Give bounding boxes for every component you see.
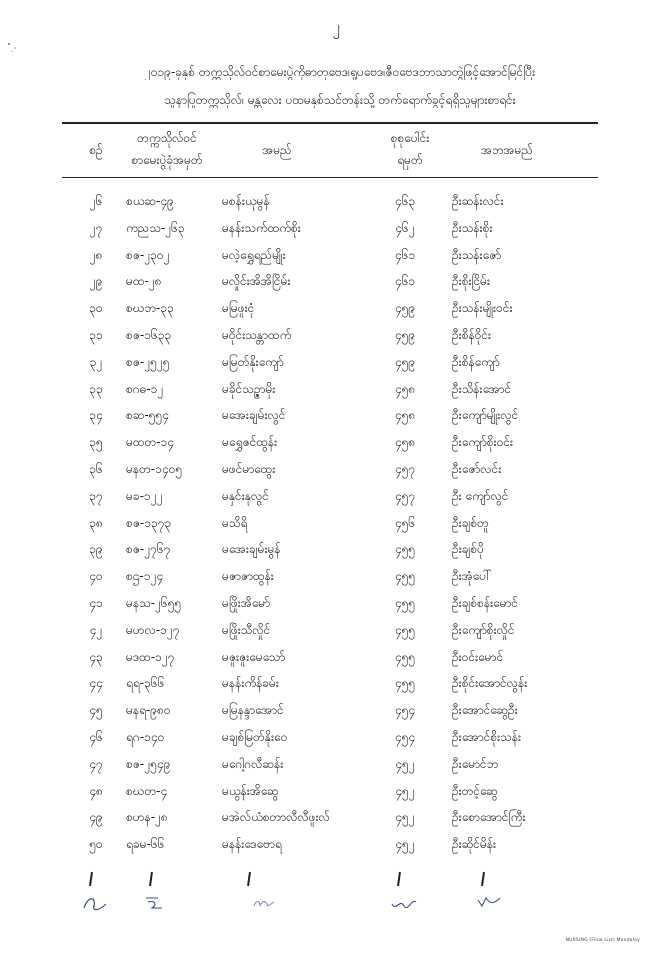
header-score-line1: စုစုပေါင်း [390,131,430,145]
table-row [0,536,672,563]
table-row [0,724,672,751]
name-cell: မခိုင်သဉ္ဇာမိုး [222,381,276,396]
roll-number-cell: စယဆ-၄၉ [126,194,174,208]
roll-number-cell: ရခမ-၆၆ [126,837,165,852]
roll-number-cell: စဇ-၂၃၀၂ [126,247,170,262]
score-cell: ၄၆၃ [394,194,416,208]
table-row [0,349,672,376]
roll-number-cell: စဇ-၂၇၆၇ [126,542,171,557]
page-number: ၂ [332,18,340,36]
father-name-cell: ဦးကျော်စိုးဝင်း [452,435,514,450]
serial-cell: ၃၃ [89,381,103,396]
table-header-rule [62,177,598,178]
roll-number-cell: မနရ-၉၈၀ [126,703,171,718]
roll-number-cell: မဟလ-၁၂၇ [126,622,180,637]
table-row [0,697,672,724]
roll-number-cell: စဌ-၁၂၄ [126,569,164,584]
tick-mark [397,872,401,886]
score-cell: ၄၅၂ [395,756,415,771]
name-cell: မချစ်မြတ်နိုးဝေ [222,729,288,744]
tick-mark [89,872,93,886]
father-name-cell: ဦးချစ်ပို [452,542,484,557]
roll-number-cell: ရရ-၃၆၆ [126,676,165,691]
initials-signature [140,890,180,914]
score-cell: ၄၅၇ [394,461,416,476]
score-cell: ၄၅၈ [394,381,416,396]
table-body [0,188,672,858]
roll-number-cell: စဇ-၂၅၂၅ [126,354,170,369]
table-row [0,617,672,644]
name-cell: မဇာဇာထွန်း [222,569,274,584]
father-name-cell: ဦး ကျော်လွင် [452,488,509,503]
table-row [0,456,672,483]
serial-cell: ၃၂ [89,354,103,369]
father-name-cell: ဦးတင့်ဆွေ [452,783,498,798]
roll-number-cell: စဇ-၂၅၄၉ [126,756,171,771]
table-row [0,268,672,295]
father-name-cell: ဦးသိန်းအောင် [452,381,512,396]
roll-number-cell: မထတ-၁၄ [126,435,174,450]
score-cell: ၄၅၄ [394,729,416,744]
initials-signature [80,890,120,914]
table-row [0,510,672,537]
name-cell: မလှိုင်းအိအိငြိမ်း [222,274,291,289]
score-cell: ၄၅၈ [394,435,416,450]
father-name-cell: ဦးဆိုင်မိန်း [452,837,497,852]
header-name: အမည် [262,143,292,157]
table-row [0,295,672,322]
table-row [0,590,672,617]
serial-cell: ၂၇ [89,220,103,235]
score-cell: ၄၅၅ [394,622,416,637]
father-name-cell: ဦးစောအောင်ကြီး [452,810,526,825]
father-name-cell: ဦးစိန်ကျော် [452,354,500,369]
name-cell: မအေးချမ်းလွင် [222,408,286,423]
verification-ticks [0,872,672,890]
table-row [0,778,672,805]
name-cell: မနန်းကိန်ခမ်း [222,676,279,691]
name-cell: မမြတ်နိုးကျော် [222,354,284,369]
roll-number-cell: စဟန-၂၈ [126,810,168,825]
roll-number-cell: မထ-၂၈ [126,274,162,289]
father-name-cell: ဦးဇော်လင်း [452,461,502,476]
serial-cell: ၄၁ [89,595,103,610]
name-cell: မနန်းသက်ထက်စိုး [222,220,301,235]
serial-cell: ၃၆ [89,461,103,476]
father-name-cell: ဦးစိုးငြိမ်း [452,274,491,289]
header-roll-line2: စာမေးပွဲခုံအမှတ် [131,153,203,167]
father-name-cell: ဦးဝင်းမောင် [452,649,504,664]
name-cell: မဖင်မာထွေး [222,461,276,476]
roll-number-cell: ကညသ-၂၆၃ [126,220,185,235]
roll-number-cell: စဂဓ-၁၂ [126,381,164,396]
score-cell: ၄၆၂ [395,220,415,235]
name-cell: မရွှေဇင်ထွန်း [222,435,278,450]
table-row [0,644,672,671]
document-title-line1: ၂၀၁၉-ခုနှစ် တက္ကသိုလ်ဝင်စာမေးပွဲကိုဓာတုဗေဒ၊ရူပဗေဒ၊ဇီဝဗေဒဘာသာတွဲဖြင့်အောင်မြင်ပြီး [144,65,536,79]
serial-cell: ၃၉ [89,542,103,557]
name-cell: မဇူးဇူးမေသော် [222,649,286,664]
name-cell: မလဲ့ရွှေရည်မျိုး [222,247,286,262]
name-cell: မနန်းဒေဗောရ [222,837,282,852]
tick-mark [149,872,153,886]
table-row [0,242,672,269]
score-cell: ၄၅၈ [394,408,416,423]
roll-number-cell: မနတ-၁၄၀၅ [126,461,183,476]
score-cell: ၄၅၂ [395,810,415,825]
document-title-line2: သူနာပြုတက္ကသိုလ်၊ မန္တလေး ပထမနှစ်သင်တန်းသို့ တက်ရောက်ခွင့်ရရှိသူများစာရင်း [164,93,516,107]
score-cell: ၄၆၁ [394,247,416,262]
serial-cell: ၃၈ [89,515,103,530]
roll-number-cell: စဃဘ-၃၃ [126,301,174,316]
serial-cell: ၃၁ [89,327,103,342]
serial-cell: ၄၆ [89,729,103,744]
name-cell: မသိရိ [222,515,248,530]
name-cell: မအဲလ်ယံစတာလီလီဖူးလ် [222,810,330,825]
header-roll-line1: တက္ကသိုလ်ဝင် [137,131,197,145]
name-cell: မဖြိုးသီလှိုင် [222,622,271,637]
serial-cell: ၄၂ [89,622,103,637]
name-cell: မစန်းယုမွန် [222,194,270,208]
serial-cell: ၂၆ [89,194,103,208]
father-name-cell: ဦးအုံပေါ် [452,569,492,584]
name-cell: မဝိုင်းသန္တာထက် [222,327,292,342]
table-row [0,751,672,778]
name-cell: မဂေါ့ဂလီဆန်း [222,756,284,771]
father-name-cell: ဦးအောင်စိုးသန်း [452,729,522,744]
serial-cell: ၄၅ [89,703,103,718]
serial-cell: ၄၃ [89,649,103,664]
tick-mark [481,872,485,886]
table-row [0,670,672,697]
father-name-cell: ဦးကျော်မျိုးလွင် [452,408,519,423]
roll-number-cell: စဆ-၅၅၄ [126,408,169,423]
tick-mark [247,872,251,886]
roll-number-cell: စဇ-၁၆၃၃ [126,327,172,342]
roll-number-cell: မနသ-၂၆၅၅ [126,595,182,610]
roll-number-cell: မခ-၁၂၂ [126,488,163,503]
serial-cell: ၃၀ [89,301,103,316]
score-cell: ၄၅၅ [394,542,416,557]
initials-signature [474,890,514,914]
initials-signature [250,890,290,914]
name-cell: မဖြိုးအိမော် [222,595,271,610]
serial-cell: ၄၈ [89,783,103,798]
serial-cell: ၃၄ [89,408,103,423]
header-father-name: အဘအမည် [480,143,534,157]
table-row [0,322,672,349]
father-name-cell: ဦးသန်းဇော် [452,247,502,262]
serial-cell: ၄၉ [89,810,103,825]
score-cell: ၄၅၅ [394,595,416,610]
table-row [0,188,672,215]
table-row [0,483,672,510]
score-cell: ၄၅၅ [394,676,416,691]
score-cell: ၄၆၁ [394,274,416,289]
father-name-cell: ဦးသန်းမျိုးဝင်း [452,301,513,316]
table-top-rule [62,122,598,124]
table-row [0,402,672,429]
name-cell: မမြနန္ဒာအောင် [222,703,284,718]
father-name-cell: ဦးကျော်စိုးလှိုင် [452,622,515,637]
father-name-cell: ဦးသန်းစိုး [452,220,493,235]
roll-number-cell: မဒထ-၁၂၇ [126,649,175,664]
name-cell: မနှင်းနုလွင် [222,488,269,503]
serial-cell: ၂၈ [89,247,103,262]
serial-cell: ၄၇ [89,756,103,771]
score-cell: ၄၅၅ [394,649,416,664]
father-name-cell: ဦးချစ်တူ [452,515,489,530]
table-row [0,215,672,242]
score-cell: ၄၅၂ [395,837,415,852]
table-row [0,804,672,831]
footer-label: NURSING (Final List) Mandalay [565,938,640,943]
serial-cell: ၄၀ [89,569,103,584]
name-cell: မယွန်းအိဆွေ [222,783,279,798]
serial-cell: ၃၇ [89,488,103,503]
father-name-cell: ဦးအောင်ဆွေဦး [452,703,518,718]
father-name-cell: ဦးစိုင်းအောင်လွန်း [452,676,528,691]
table-row [0,563,672,590]
header-score-line2: ရမှတ် [397,153,423,167]
score-cell: ၄၅၇ [394,488,416,503]
score-cell: ၄၅၅ [394,569,416,584]
roll-number-cell: စဇ-၁၃၇၃ [126,515,172,530]
serial-cell: ၄၄ [89,676,103,691]
score-cell: ၄၅၉ [394,301,416,316]
roll-number-cell: စဃတ-၄ [126,783,168,798]
header-serial: စဉ် [89,143,103,157]
serial-cell: ၅၀ [89,837,103,852]
score-cell: ၄၅၉ [394,354,416,369]
score-cell: ၄၅၂ [395,783,415,798]
table-row [0,429,672,456]
father-name-cell: ဦးဆန်းလင်း [452,194,504,208]
initials-signature [388,890,428,914]
score-cell: ၄၅၉ [394,327,416,342]
father-name-cell: ဦးချစ်စန်းမောင် [452,595,519,610]
name-cell: မအေးချမ်းမွန် [222,542,281,557]
name-cell: မမြဖူးငုံ [222,301,255,316]
father-name-cell: ဦးမောင်ဘ [452,756,499,771]
score-cell: ၄၅၆ [394,515,416,530]
table-row [0,376,672,403]
serial-cell: ၂၉ [89,274,103,289]
table-row [0,831,672,858]
serial-cell: ၃၅ [89,435,103,450]
score-cell: ၄၅၄ [394,703,416,718]
father-name-cell: ဦးစိန်ဝိုင်း [452,327,492,342]
roll-number-cell: ရဂ-၁၄၀ [126,729,165,744]
